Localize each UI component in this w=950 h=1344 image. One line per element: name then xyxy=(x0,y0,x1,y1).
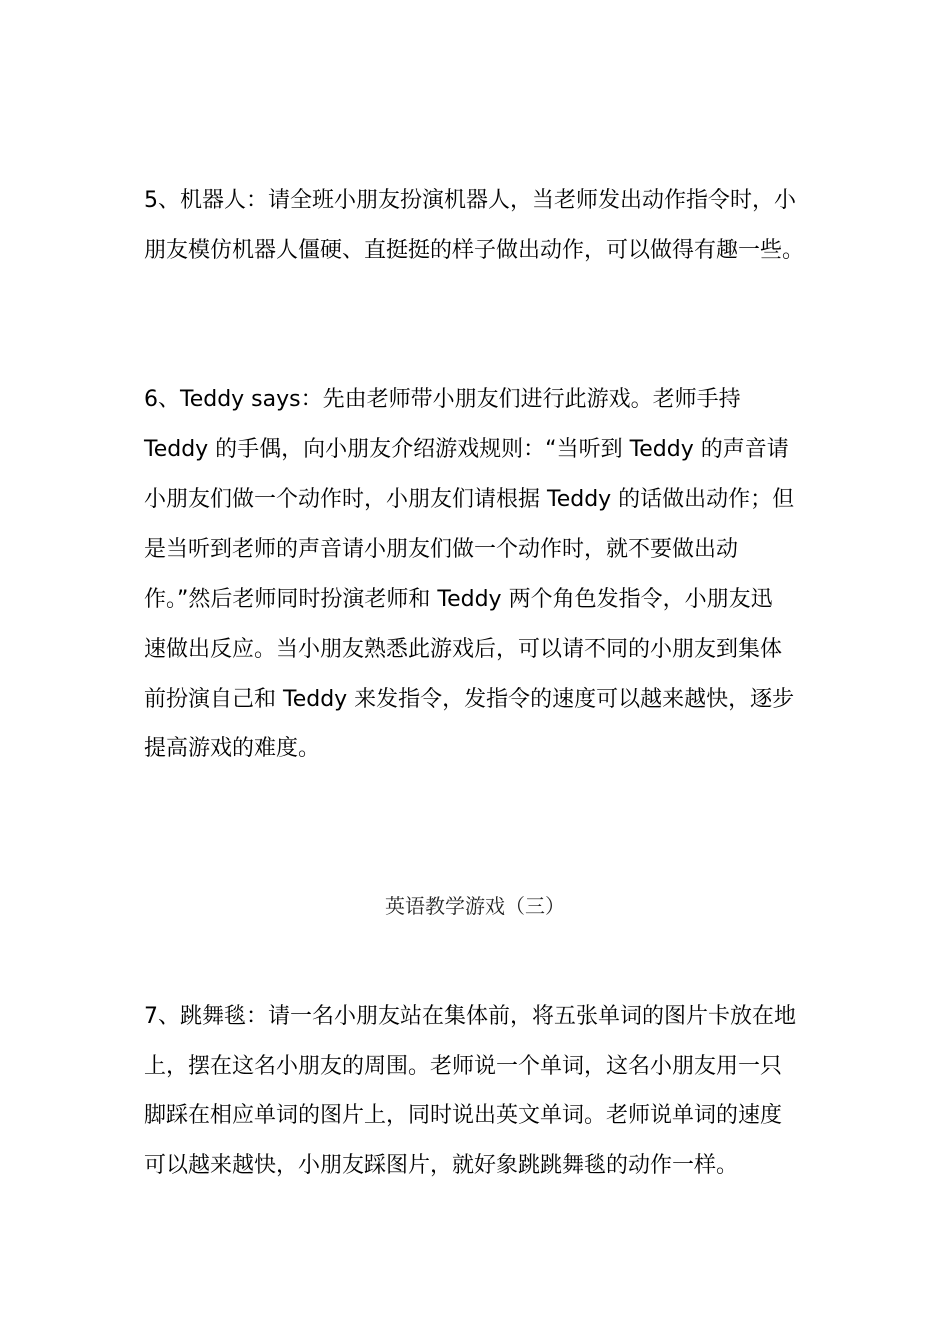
paragraph-7-line-3: 脚踩在相应单词的图片上，同时说出英文单词。老师说单词的速度 xyxy=(144,1103,783,1128)
paragraph-6-line-6: 速做出反应。当小朋友熟悉此游戏后，可以请不同的小朋友到集体 xyxy=(144,637,783,662)
section-heading: 英语教学游戏（三） xyxy=(385,894,565,918)
paragraph-7-line-2: 上，摆在这名小朋友的周围。老师说一个单词，这名小朋友用一只 xyxy=(144,1054,783,1079)
paragraph-6-line-7: 前扮演自己和 Teddy 来发指令，发指令的速度可以越来越快，逐步 xyxy=(144,687,795,712)
paragraph-7-line-1: 7、跳舞毯：请一名小朋友站在集体前，将五张单词的图片卡放在地 xyxy=(144,1004,796,1029)
paragraph-7-line-4: 可以越来越快，小朋友踩图片，就好象跳跳舞毯的动作一样。 xyxy=(144,1153,739,1178)
paragraph-6-line-5: 作。”然后老师同时扮演老师和 Teddy 两个角色发指令，小朋友迅 xyxy=(144,587,773,612)
paragraph-5-line-2: 朋友模仿机器人僵硬、直挺挺的样子做出动作，可以做得有趣一些。 xyxy=(144,238,805,263)
paragraph-6-line-1: 6、Teddy says：先由老师带小朋友们进行此游戏。老师手持 xyxy=(144,387,741,412)
paragraph-6-line-8: 提高游戏的难度。 xyxy=(144,736,321,761)
paragraph-6-line-2: Teddy 的手偶，向小朋友介绍游戏规则：“当听到 Teddy 的声音请 xyxy=(144,437,789,462)
paragraph-6-line-3: 小朋友们做一个动作时，小朋友们请根据 Teddy 的话做出动作；但 xyxy=(144,487,795,512)
paragraph-5-line-1: 5、机器人：请全班小朋友扮演机器人，当老师发出动作指令时，小 xyxy=(144,188,796,213)
paragraph-6-line-4: 是当听到老师的声音请小朋友们做一个动作时，就不要做出动 xyxy=(144,537,739,562)
